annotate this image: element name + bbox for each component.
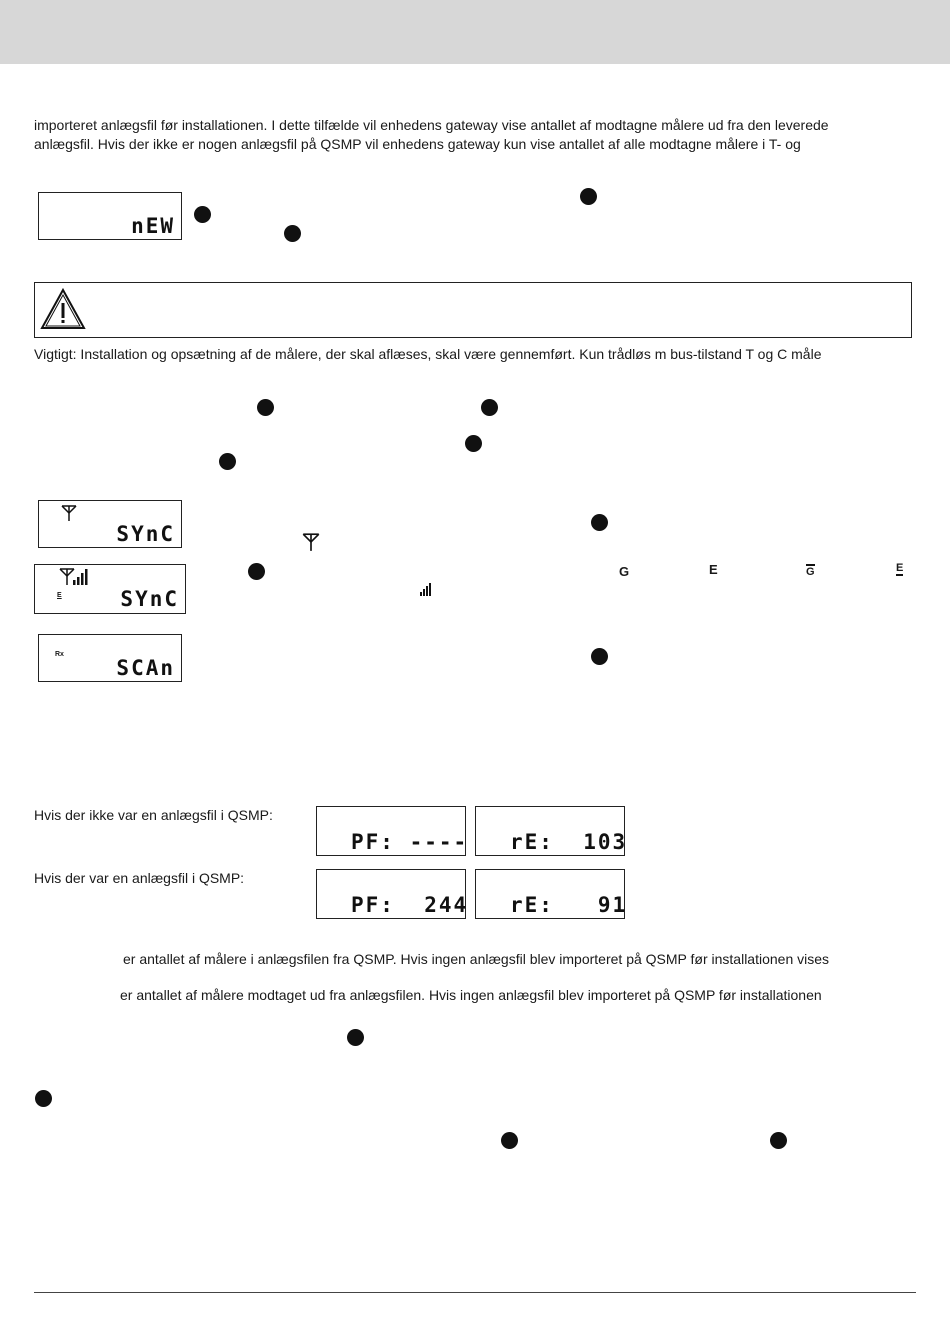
warning-icon <box>40 287 86 331</box>
case-no-file-label: Hvis der ikke var en anlægsfil i QSMP: <box>34 807 273 823</box>
lcd-sync-1-text: SYnC <box>116 522 175 546</box>
intro-line-2: anlægsfil. Hvis der ikke er nogen anlægsfil på QSMP vil enhedens gateway kun vise antallet af alle modtagne målere i T- og <box>34 136 801 152</box>
step-marker <box>580 188 597 205</box>
antenna-icon <box>61 504 77 522</box>
step-marker <box>257 399 274 416</box>
lcd-mode-indicator: E <box>57 592 62 599</box>
lcd-re-text: rE: 91 <box>510 893 628 917</box>
step-marker <box>465 435 482 452</box>
lcd-pf-text: PF: 244 <box>351 893 469 917</box>
step-marker <box>194 206 211 223</box>
signal-bars-icon <box>420 582 432 596</box>
lcd-sync-2-text: SYnC <box>120 587 179 611</box>
lcd-sync-1 <box>38 500 182 548</box>
mode-g-bar-icon: G <box>806 566 815 578</box>
lcd-pf-text: PF: ---- <box>351 830 469 854</box>
lcd-re-with-file <box>475 869 628 919</box>
lcd-new <box>38 192 182 240</box>
mode-g-icon: G <box>619 564 630 579</box>
warning-box <box>34 282 912 338</box>
case-with-file-label: Hvis der var en anlægsfil i QSMP: <box>34 870 245 886</box>
lcd-re-no-file <box>475 806 628 856</box>
step-marker <box>481 399 498 416</box>
step-marker <box>248 563 265 580</box>
step-marker <box>219 453 236 470</box>
step-marker <box>591 648 608 665</box>
step-marker <box>347 1029 364 1046</box>
header-band <box>0 0 950 64</box>
intro-line-1: importeret anlægsfil før installationen. I dette tilfælde vil enhedens gateway vise antallet af modtagne målere ud fra den leverede <box>34 117 829 133</box>
step-marker <box>284 225 301 242</box>
lcd-scan <box>38 634 182 682</box>
explain-pf: er antallet af målere i anlægsfilen fra QSMP. Hvis ingen anlægsfil blev importeret på QSMP før installationen vises <box>123 951 830 967</box>
lcd-sync-2 <box>34 564 186 614</box>
lcd-scan-text: SCAn <box>116 656 175 680</box>
signal-antenna-icon <box>59 567 89 587</box>
mode-e-bar-icon: E <box>896 562 904 574</box>
explain-re: er antallet af målere modtaget ud fra anlægsfilen. Hvis ingen anlægsfil blev importeret på QSMP før installationen <box>120 987 822 1003</box>
step-marker <box>501 1132 518 1149</box>
footer-rule <box>34 1292 916 1293</box>
step-marker <box>770 1132 787 1149</box>
warning-text: Vigtigt: Installation og opsætning af de målere, der skal aflæses, skal være gennemført. Kun trådløs m bus-tilstand T og C måle <box>34 346 822 362</box>
step-marker <box>35 1090 52 1107</box>
lcd-rx-indicator: Rx <box>55 651 64 658</box>
step-marker <box>591 514 608 531</box>
antenna-icon <box>302 532 320 552</box>
lcd-pf-with-file <box>316 869 469 919</box>
mode-e-icon: E <box>709 562 718 577</box>
lcd-pf-no-file <box>316 806 469 856</box>
lcd-re-text: rE: 103 <box>510 830 628 854</box>
lcd-new-text: nEW <box>131 214 175 238</box>
